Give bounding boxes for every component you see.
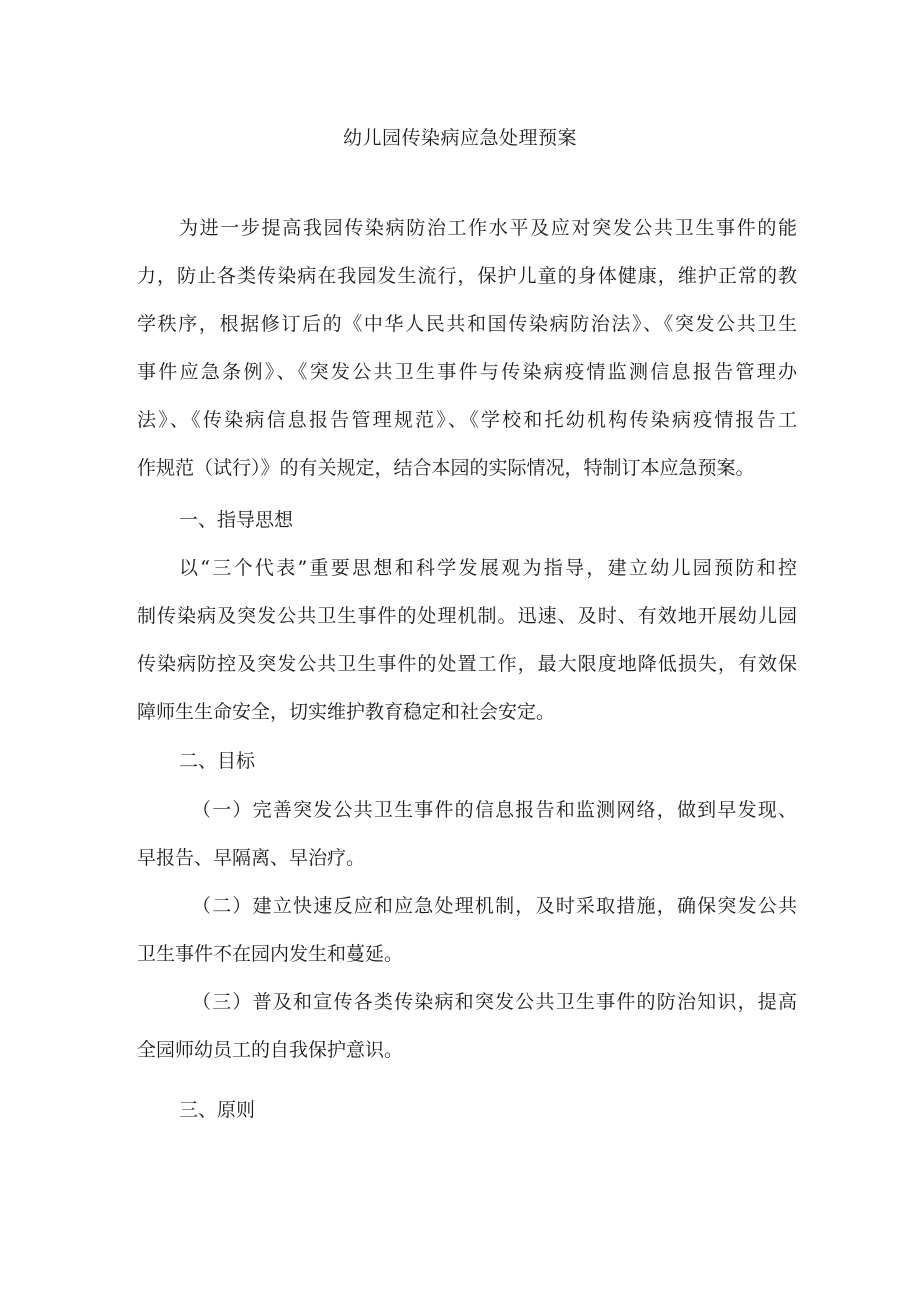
paragraph-line: 早报告、早隔离、早治疗。 — [137, 847, 366, 869]
intro-paragraph — [137, 204, 797, 492]
paragraph-line: 学秩序，根据修订后的《中华人民共和国传染病防治法》、《突发公共卫生 — [137, 313, 797, 335]
goal-item-1 — [137, 786, 797, 882]
paragraph-line: 以“三个代表”重要思想和科学发展观为指导，建立幼儿园预防和控 — [179, 557, 797, 579]
goal-item-2 — [137, 882, 797, 978]
paragraph-line: 卫生事件不在园内发生和蔓延。 — [137, 943, 404, 965]
goal-item-3 — [137, 978, 797, 1074]
paragraph-line: 法》、《传染病信息报告管理规范》、《学校和托幼机构传染病疫情报告工 — [137, 409, 797, 431]
paragraph-line: 全园师幼员工的自我保护意识。 — [137, 1039, 404, 1061]
paragraph-line: （二）建立快速反应和应急处理机制，及时采取措施，确保突发公共 — [192, 895, 797, 917]
paragraph-line: 传染病防控及突发公共卫生事件的处置工作，最大限度地降低损失，有效保 — [137, 653, 797, 675]
paragraph-line: 制传染病及突发公共卫生事件的处理机制。迅速、及时、有效地开展幼儿园 — [137, 605, 797, 627]
paragraph-line: （三）普及和宣传各类传染病和突发公共卫生事件的防治知识，提高 — [192, 991, 797, 1013]
paragraph-line: 为进一步提高我园传染病防治工作水平及应对突发公共卫生事件的能 — [179, 217, 797, 239]
document-title: 幼儿园传染病应急处理预案 — [342, 127, 577, 149]
paragraph-line: （一）完善突发公共卫生事件的信息报告和监测网络，做到早发现、 — [192, 799, 797, 821]
guiding-ideology-paragraph — [137, 544, 797, 736]
section-heading-guiding-ideology: 一、指导思想 — [179, 509, 294, 531]
paragraph-line: 事件应急条例》、《突发公共卫生事件与传染病疫情监测信息报告管理办 — [137, 361, 797, 383]
paragraph-line: 障师生生命安全，切实维护教育稳定和社会安定。 — [137, 701, 556, 723]
section-heading-principles: 三、原则 — [179, 1099, 256, 1121]
paragraph-line: 力，防止各类传染病在我园发生流行，保护儿童的身体健康，维护正常的教 — [137, 265, 797, 287]
paragraph-line: 作规范（试行）》的有关规定，结合本园的实际情况，特制订本应急预案。 — [137, 457, 755, 479]
section-heading-goals: 二、目标 — [179, 750, 256, 772]
